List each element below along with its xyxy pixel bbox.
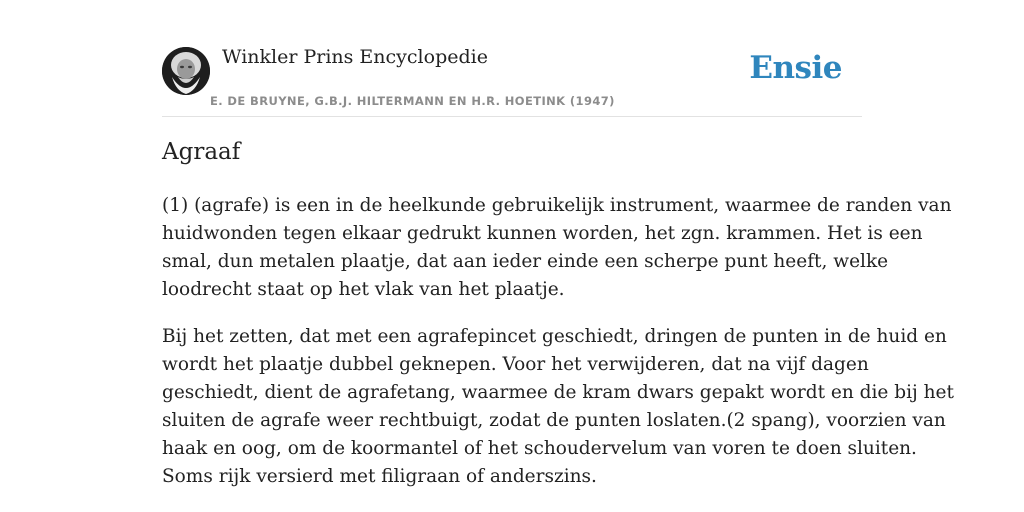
article-body [162, 192, 954, 510]
publication-title[interactable]: Winkler Prins Encyclopedie [222, 46, 488, 68]
paragraph-line: huidwonden tegen elkaar gedrukt kunnen worden, het zgn. krammen. Het is een [162, 223, 923, 244]
article-paragraph [162, 323, 954, 491]
paragraph-line: Soms rijk versierd met filigraan of anderszins. [162, 466, 597, 487]
paragraph-line: loodrecht staat op het vlak van het plaatje. [162, 279, 565, 300]
paragraph-line: smal, dun metalen plaatje, dat aan ieder einde een scherpe punt heeft, welke [162, 251, 889, 272]
ensie-logo[interactable]: Ensie [749, 50, 842, 86]
publication-authors: E. DE BRUYNE, G.B.J. HILTERMANN EN H.R. HOETINK (1947) [210, 94, 615, 108]
paragraph-line: haak en oog, om de koormantel of het schoudervelum van voren te doen sluiten. [162, 438, 917, 459]
paragraph-line: wordt het plaatje dubbel geknepen. Voor het verwijderen, dat na vijf dagen [162, 354, 869, 375]
article-paragraph [162, 192, 952, 304]
paragraph-line: geschiedt, dient de agrafetang, waarmee de kram dwars gepakt wordt en die bij het [162, 382, 954, 403]
paragraph-line: (1) (agrafe) is een in de heelkunde gebruikelijk instrument, waarmee de randen van [162, 195, 952, 216]
paragraph-line: Bij het zetten, dat met een agrafepincet geschiedt, dringen de punten in de huid en [162, 326, 947, 347]
portrait-icon [162, 47, 210, 95]
author-avatar[interactable] [162, 47, 210, 95]
publication-header [162, 42, 862, 117]
article-title: Agraaf [162, 139, 241, 165]
paragraph-line: sluiten de agrafe weer rechtbuigt, zodat de punten loslaten.(2 spang), voorzien van [162, 410, 946, 431]
